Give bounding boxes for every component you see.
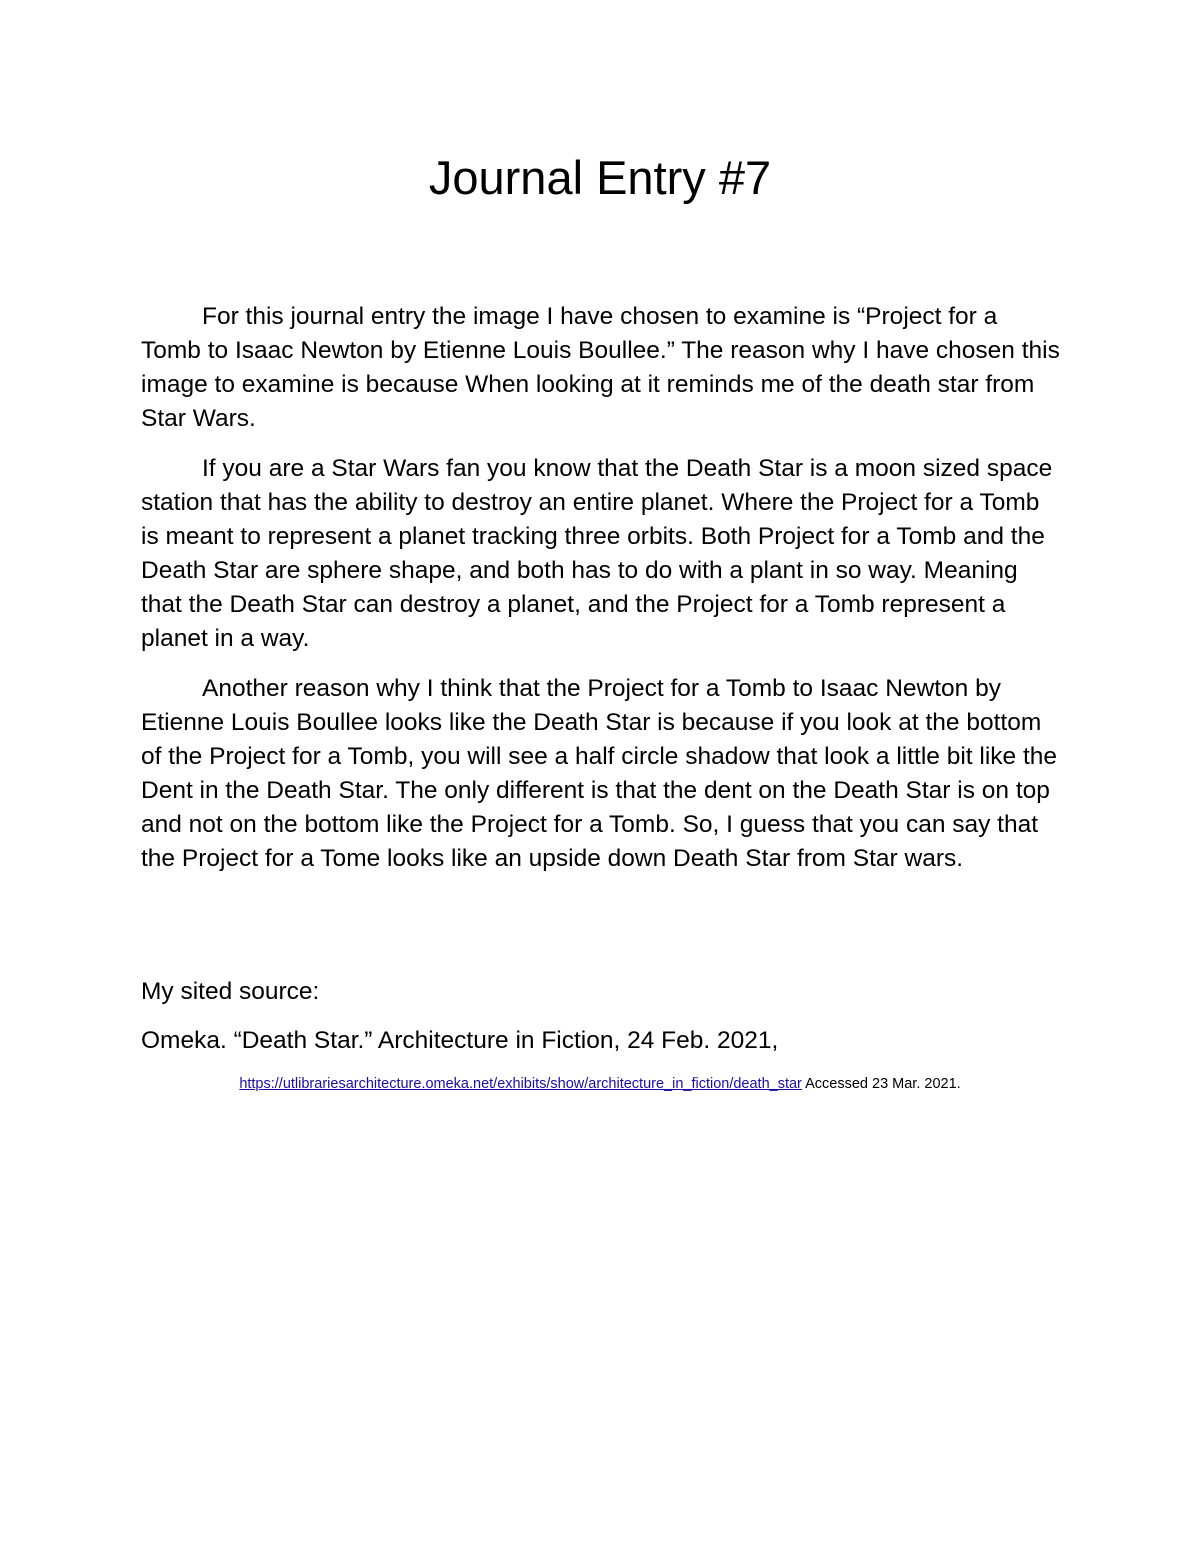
body-paragraph-3: Another reason why I think that the Project for a Tomb to Isaac Newton by Etienne Louis Boullee looks like the Death Star is because if you look at the bottom of the Project for a Tomb, you will see a half circle shadow that look a little bit like the Dent in the Death Star. The only different is that the dent on the Death Star is on top and not on the bottom like the Project for a Tomb. So, I guess that you can say that the Project for a Tome looks like an upside down Death Star from Star wars.	[141, 675, 1058, 872]
accessed-date: Accessed 23 Mar. 2021.	[801, 1076, 961, 1092]
body-paragraph-1: For this journal entry the image I have chosen to examine is “Project for a Tomb to Isaac Newton by Etienne Louis Boullee.” The reason why I have chosen this image to examine is because When looking at it reminds me of the death star from Star Wars.	[141, 303, 1060, 432]
citation-link[interactable]: https://utlibrariesarchitecture.omeka.net/exhibits/show/architecture_in_fiction/death_star	[239, 1076, 802, 1092]
body-paragraph-2: If you are a Star Wars fan you know that the Death Star is a moon sized space station that has the ability to destroy an entire planet. Where the Project for a Tomb is meant to represent a planet tracking three orbits. Both Project for a Tomb and the Death Star are sphere shape, and both has to do with a plant in so way. Meaning that the Death Star can destroy a planet, and the Project for a Tomb represent a planet in a way.	[141, 455, 1053, 652]
citation-text: Omeka. “Death Star.” Architecture in Fiction, 24 Feb. 2021,	[141, 1027, 779, 1054]
page-title: Journal Entry #7	[428, 151, 772, 204]
sources-label: My sited source:	[141, 978, 320, 1005]
citation-url-line	[0, 1074, 1200, 1094]
